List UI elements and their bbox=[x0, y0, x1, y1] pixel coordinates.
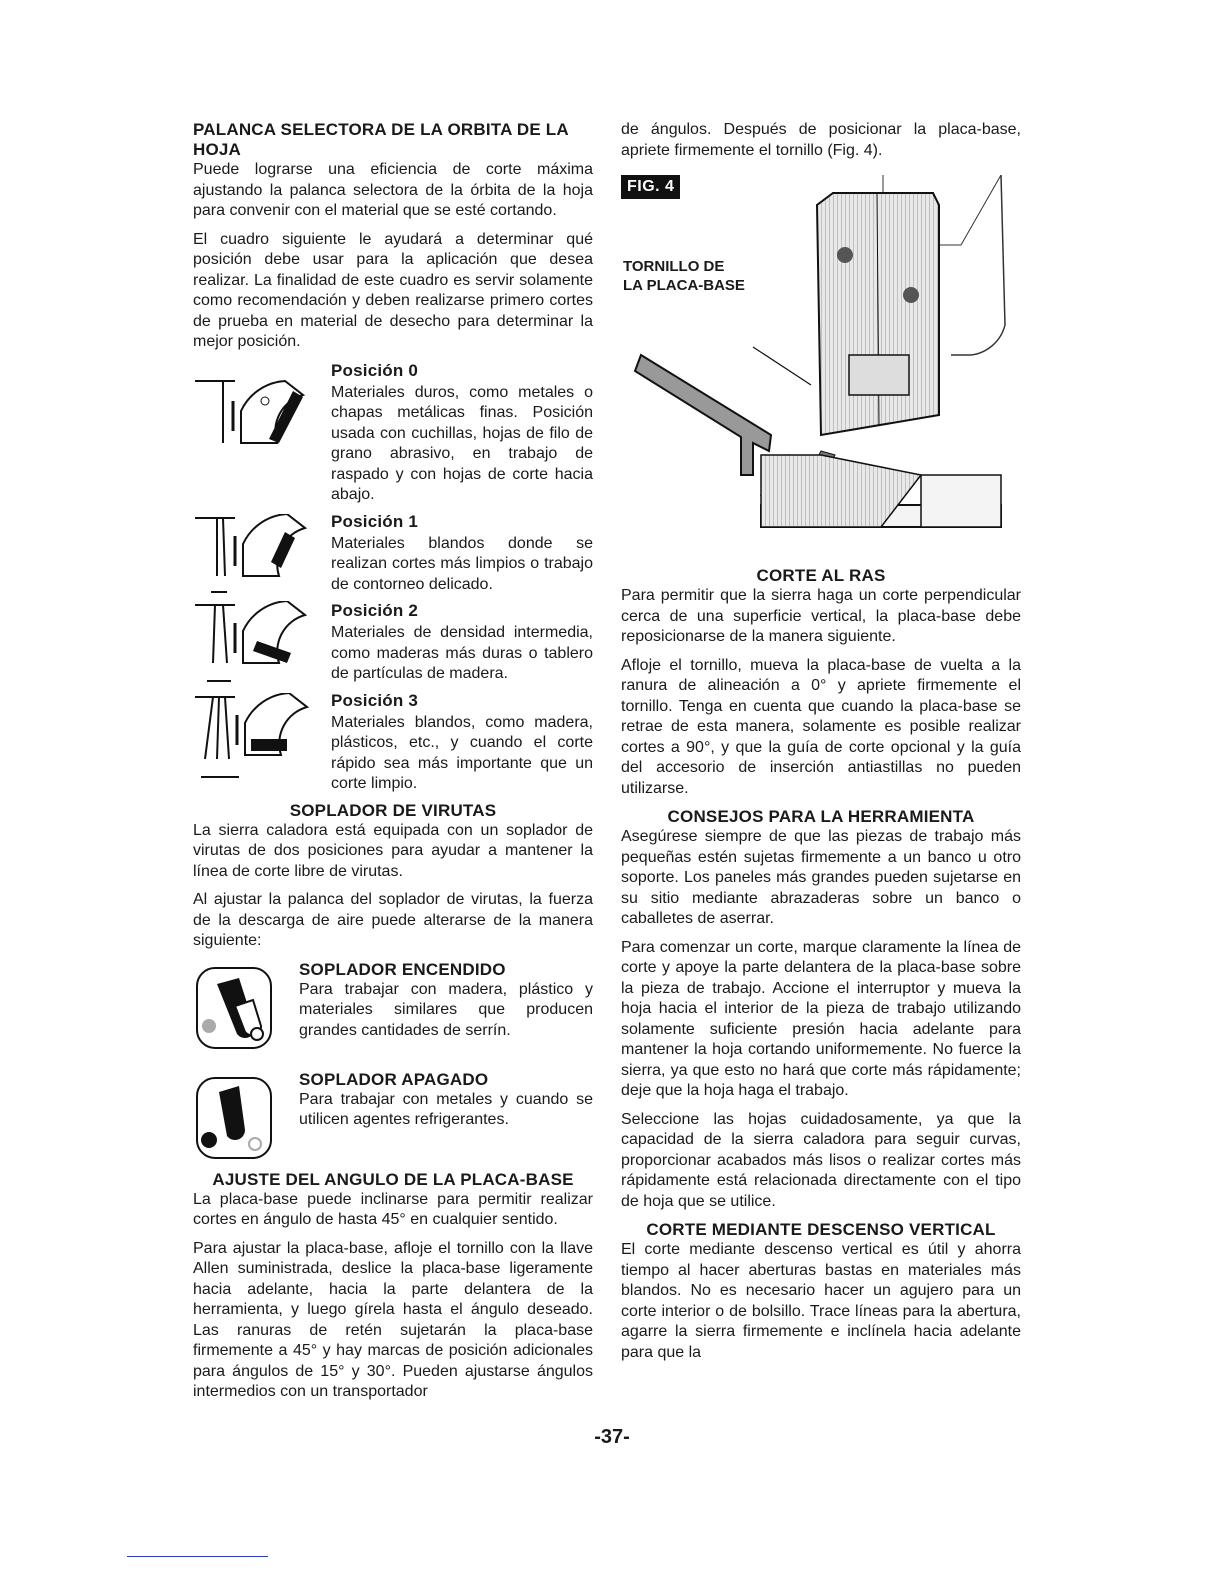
flush-cut-paragraph-1: Para permitir que la sierra haga un corte perpendicular cerca de una superficie vertical, la placa-base debe reposicionarse de la manera siguiente. bbox=[621, 587, 1021, 645]
base-plate-screw-illustration bbox=[621, 175, 1021, 560]
blower-off-text: Para trabajar con metales y cuando se utilicen agentes refrigerantes. bbox=[299, 1090, 593, 1128]
base-angle-paragraph-1: La placa-base puede inclinarse para permitir realizar cortes en ángulo de hasta 45° en cualquier sentido. bbox=[193, 1190, 593, 1228]
orbit-paragraph-1: Puede lograrse una eficiencia de corte máxima ajustando la palanca selectora de la órbita de la hoja para convenir con el material que se esté cortando. bbox=[193, 161, 593, 219]
plunge-cut-paragraph-1: El corte mediante descenso vertical es útil y ahorra tiempo al hacer aberturas bastas en materiales más blandos. No es necesario hacer un agujero para un corte interior o de bolsillo. Trace líneas para la abertura, agarre la sierra firmemente e inclínela hacia adelante para que la bbox=[621, 1241, 1021, 1361]
orbit-lever-heading: PALANCA SELECTORA DE LA ORBITA DE LA HOJA bbox=[193, 120, 569, 159]
position-1-title: Posición 1 bbox=[331, 511, 419, 531]
blower-on bbox=[193, 960, 593, 1052]
blower-off-icon bbox=[195, 1074, 275, 1162]
chip-blower-paragraph-2: Al ajustar la palanca del soplador de virutas, la fuerza de la descarga de aire puede alterarse de la manera siguiente: bbox=[193, 891, 593, 949]
base-angle-continuation: de ángulos. Después de posicionar la placa-base, apriete firmemente el tornillo (Fig. 4). bbox=[621, 121, 1021, 159]
chip-blower-paragraph-1: La sierra caladora está equipada con un soplador de virutas de dos posiciones para ayudar a mantener la línea de corte libre de virutas. bbox=[193, 821, 593, 880]
page-number: -37- bbox=[594, 1426, 630, 1448]
base-angle-paragraph-2: Para ajustar la placa-base, afloje el tornillo con la llave Allen suministrada, deslice la placa-base ligeramente hacia adelante, hacia la parte delantera de la herramienta, y luego gírela hasta el ángulo deseado. Las ranuras de retén sujetarán la placa-base firmemente a 45° y hay marcas de posición adicionales para ángulos de 15° y 30°. Pueden ajustarse ángulos intermedios con un transportador bbox=[193, 1239, 593, 1400]
footer-rule bbox=[127, 1556, 268, 1557]
position-1-text: Materiales blandos donde se realizan cortes más limpios o trabajo de contorneo delicado. bbox=[331, 534, 593, 593]
plunge-cut-heading: CORTE MEDIANTE DESCENSO VERTICAL bbox=[646, 1220, 996, 1239]
flush-cut-paragraph-2: Afloje el tornillo, mueva la placa-base de vuelta a la ranura de alineación a 0° y apriete firmemente el tornillo. Tenga en cuenta que cuando la placa-base se retrae de esta manera, solamente es posible realizar cortes a 90°, y que la guía de corte opcional y la guía del accesorio de inserción antiastillas no pueden utilizarse. bbox=[621, 656, 1021, 797]
orbit-position-2-icon bbox=[195, 601, 320, 696]
figure-4 bbox=[621, 175, 1021, 560]
blower-on-title: SOPLADOR ENCENDIDO bbox=[299, 959, 506, 979]
tool-tips-paragraph-1: Asegúrese siempre de que las piezas de trabajo más pequeñas estén sujetas firmemente a un banco u otro soporte. Los paneles más grandes pueden sujetarse en su sitio mediante abrazaderas sobre un banco o caballetes de aserrar. bbox=[621, 828, 1021, 927]
tool-tips-paragraph-3: Seleccione las hojas cuidadosamente, ya que la capacidad de la sierra caladora para seguir curvas, proporcionar acabados más lisos o realizar cortes más rápidamente está relacionada directamente con el tipo de hoja que se utilice. bbox=[621, 1110, 1021, 1210]
position-0-text: Materiales duros, como metales o chapas metálicas finas. Posición usada con cuchillas, hojas de filo de grano abrasivo, en trabajo de raspado y con hojas de corte hacia abajo. bbox=[331, 383, 593, 503]
base-angle-heading: AJUSTE DEL ANGULO DE LA PLACA-BASE bbox=[212, 1169, 574, 1189]
figure-badge: FIG. 4 bbox=[621, 175, 680, 199]
blower-off bbox=[193, 1070, 593, 1162]
blower-on-icon bbox=[195, 964, 275, 1052]
orbit-paragraph-2: El cuadro siguiente le ayudará a determinar qué posición debe usar para la aplicación que desea realizar. La finalidad de este cuadro es servir solamente como recomendación y deben realizarse primero cortes de prueba en material de desecho para determinar la mejor posición. bbox=[193, 230, 593, 350]
orbit-position-3 bbox=[193, 691, 593, 795]
orbit-position-1-icon bbox=[195, 514, 320, 609]
orbit-position-0 bbox=[193, 361, 593, 506]
tool-tips-paragraph-2: Para comenzar un corte, marque claramente la línea de corte y apoye la parte delantera de la placa-base sobre la pieza de trabajo. Accione el interruptor y mueva la hoja hacia el interior de la pieza de trabajo utilizando solamente suficiente presión hacia adelante para mantener la hoja cortando uniformemente. No fuerce la sierra, ya que esto no hará que corte más rápidamente; deje que la hoja haga el trabajo. bbox=[621, 938, 1021, 1099]
position-2-text: Materiales de densidad intermedia, como maderas más duras o tablero de partículas de madera. bbox=[331, 624, 593, 682]
orbit-position-2 bbox=[193, 601, 593, 685]
right-column bbox=[621, 120, 1021, 1363]
position-2-title: Posición 2 bbox=[331, 601, 419, 620]
base-plate-screw-callout bbox=[623, 257, 745, 295]
orbit-position-0-icon bbox=[195, 373, 320, 468]
callout-line-2: LA PLACA-BASE bbox=[623, 277, 745, 294]
orbit-position-3-icon bbox=[195, 693, 320, 788]
position-0-title: Posición 0 bbox=[331, 360, 419, 380]
left-column bbox=[193, 120, 593, 1403]
callout-line-1: TORNILLO DE bbox=[623, 258, 725, 275]
orbit-position-1 bbox=[193, 512, 593, 596]
flush-cut-heading: CORTE AL RAS bbox=[756, 566, 886, 585]
position-3-text: Materiales blandos, como madera, plásticos, etc., y cuando el corte rápido sea más importante que un corte limpio. bbox=[331, 713, 593, 792]
position-3-title: Posición 3 bbox=[331, 690, 419, 710]
tool-tips-heading: CONSEJOS PARA LA HERRAMIENTA bbox=[667, 807, 975, 826]
blower-on-text: Para trabajar con madera, plástico y materiales similares que producen grandes cantidades de serrín. bbox=[299, 980, 593, 1039]
blower-off-title: SOPLADOR APAGADO bbox=[299, 1069, 489, 1089]
chip-blower-heading: SOPLADOR DE VIRUTAS bbox=[289, 800, 497, 820]
